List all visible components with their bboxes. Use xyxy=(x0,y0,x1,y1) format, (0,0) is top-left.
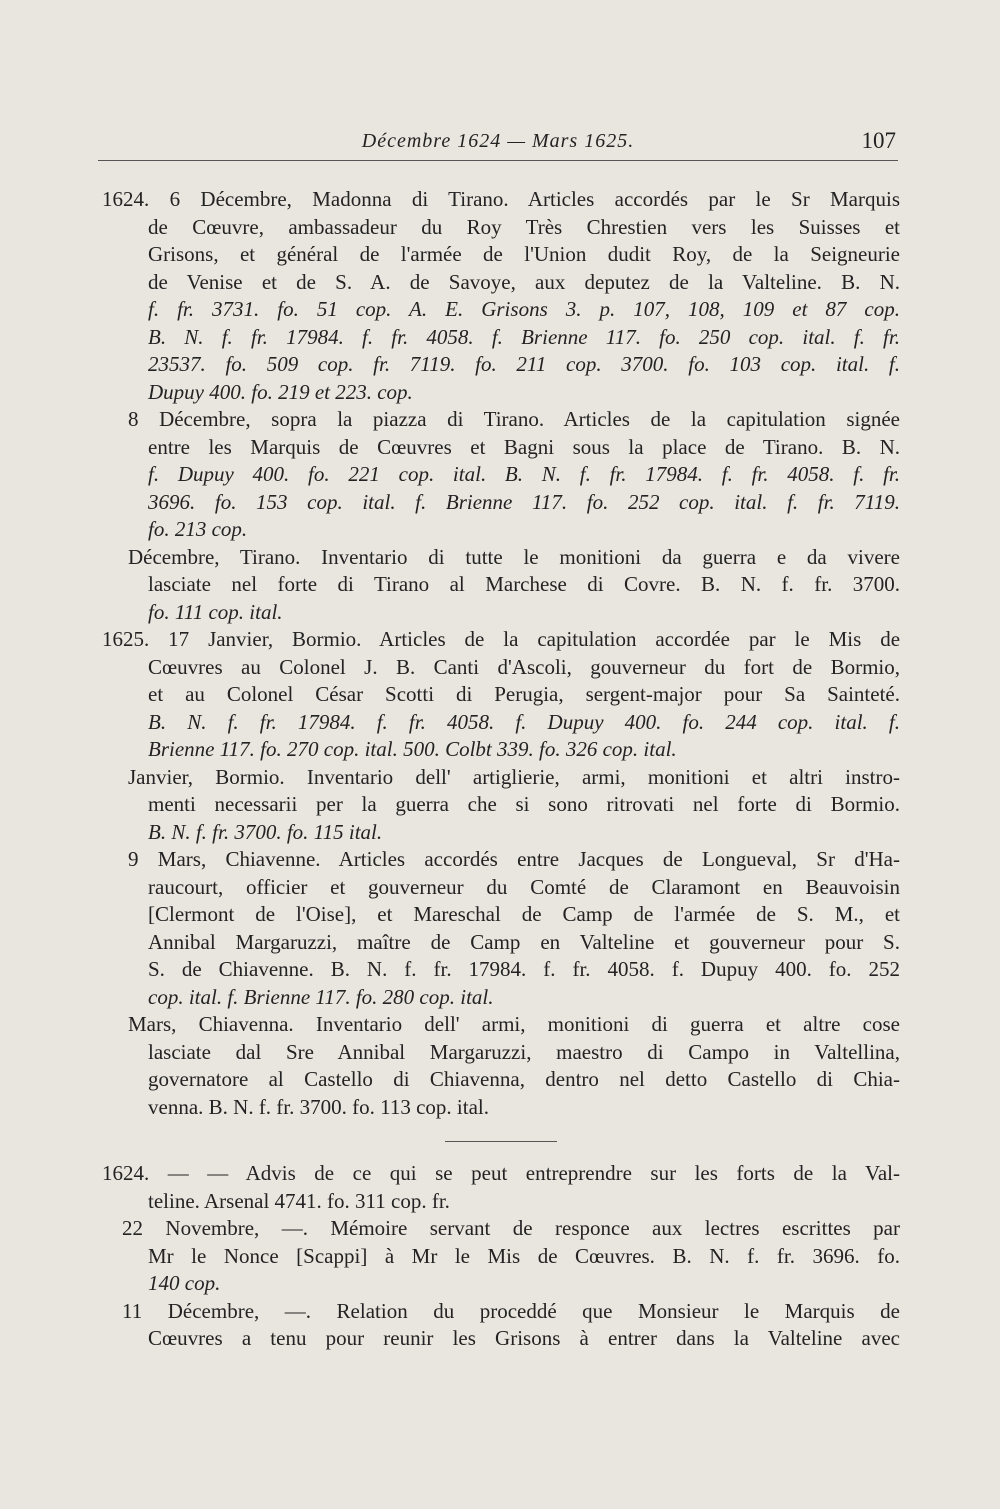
entry-line: Décembre, Tirano. Inventario di tutte le monitioni da guerra e da vivere xyxy=(128,544,900,569)
entry-list xyxy=(102,186,900,1353)
citation-line: B. N. f. fr. 3700. fo. 115 ital. xyxy=(148,819,383,844)
entry-line: Cœuvres au Colonel J. B. Canti d'Ascoli, gouverneur du fort de Bormio, xyxy=(148,654,900,679)
citation-line: 3696. fo. 153 cop. ital. f. Brienne 117. fo. 252 cop. ital. f. fr. 7119. xyxy=(148,489,900,514)
calendar-entry xyxy=(102,626,900,764)
entry-date: 1624. — xyxy=(102,1161,189,1185)
entry-line: et au Colonel César Scotti di Perugia, sergent-major pour Sa Sainteté. xyxy=(148,682,900,706)
entry-line: Mars, Chiavenna. Inventario dell' armi, monitioni di guerra et altre cose xyxy=(128,1012,900,1036)
calendar-entry xyxy=(102,1011,900,1121)
entry-date: 11 xyxy=(122,1298,143,1323)
running-title: Décembre 1624 — Mars 1625. xyxy=(361,130,635,152)
entry-line: Annibal Margaruzzi, maître de Camp en Valteline et gouverneur pour S. xyxy=(148,929,900,954)
entry-line: teline. Arsenal 4741. fo. 311 cop. fr. xyxy=(148,1188,450,1213)
entry-line: 9 Mars, Chiavenne. Articles accordés entre Jacques de Longueval, Sr d'Ha- xyxy=(128,847,901,871)
entry-line: 22 Novembre, —. Mémoire servant de responce aux lectres escrittes par xyxy=(122,1216,900,1240)
running-head xyxy=(98,128,898,161)
citation-line: cop. ital. f. Brienne 117. fo. 280 cop. ital. xyxy=(148,984,494,1009)
entry-line: 1625. 17 Janvier, Bormio. Articles de la capitulation accordée par le Mis de xyxy=(102,627,901,651)
entry-line: menti necessarii per la guerra che si sono ritrovati nel forte di Bormio. xyxy=(148,792,900,816)
entry-line: 1624. — — Advis de ce qui se peut entreprendre sur les forts de la Val- xyxy=(102,1161,901,1185)
citation-line: Brienne 117. fo. 270 cop. ital. 500. Colbt 339. fo. 326 cop. ital. xyxy=(148,737,677,761)
entry-line: de Cœuvre, ambassadeur du Roy Très Chrestien vers les Suisses et xyxy=(148,214,900,239)
citation-line: fo. 213 cop. xyxy=(148,517,248,541)
entry-line: de Venise et de S. A. de Savoye, aux deputez de la Valteline. B. N. xyxy=(148,269,900,294)
calendar-entry xyxy=(102,1298,900,1353)
citation-line: Dupuy 400. fo. 219 et 223. cop. xyxy=(148,379,413,404)
calendar-entry xyxy=(102,764,900,847)
entry-line: [Clermont de l'Oise], et Mareschal de Camp de l'armée de S. M., et xyxy=(148,902,900,926)
entry-date: 8 xyxy=(128,407,139,431)
calendar-entry xyxy=(102,406,900,544)
citation-line: 23537. fo. 509 cop. fr. 7119. fo. 211 cop. 3700. fo. 103 cop. ital. f. xyxy=(148,352,900,376)
entry-line: lasciate nel forte di Tirano al Marchese di Covre. B. N. f. fr. 3700. xyxy=(148,572,900,596)
entry-line: Mr le Nonce [Scappi] à Mr le Mis de Cœuvres. B. N. f. fr. 3696. fo. xyxy=(148,1243,900,1268)
entry-line: 8 Décembre, sopra la piazza di Tirano. Articles de la capitulation signée xyxy=(128,407,900,431)
entry-line: governatore al Castello di Chiavenna, dentro nel detto Castello di Chia- xyxy=(148,1067,900,1091)
entry-line: entre les Marquis de Cœuvres et Bagni sous la place de Tirano. B. N. xyxy=(148,434,900,459)
entry-date: 1625. 17 xyxy=(102,627,190,651)
calendar-entry xyxy=(102,846,900,1011)
citation-line: B. N. f. fr. 17984. f. fr. 4058. f. Dupuy 400. fo. 244 cop. ital. f. xyxy=(148,709,900,734)
entry-line: 11 Décembre, —. Relation du proceddé que Monsieur le Marquis de xyxy=(122,1298,901,1323)
entry-line: S. de Chiavenne. B. N. f. fr. 17984. f. fr. 4058. f. Dupuy 400. fo. 252 xyxy=(148,957,900,981)
entry-line: Janvier, Bormio. Inventario dell' artiglierie, armi, monitioni et altri instro- xyxy=(128,764,900,789)
entry-date: 9 xyxy=(128,847,139,871)
calendar-entry xyxy=(102,186,900,406)
entry-line: raucourt, officier et gouverneur du Comté de Claramont en Beauvoisin xyxy=(148,874,900,899)
entry-line: lasciate dal Sre Annibal Margaruzzi, maestro di Campo in Valtellina, xyxy=(148,1039,900,1064)
citation-line: f. Dupuy 400. fo. 221 cop. ital. B. N. f. fr. 17984. f. fr. 4058. f. fr. xyxy=(148,462,900,486)
calendar-entry xyxy=(102,1160,900,1215)
page-number: 107 xyxy=(861,128,896,153)
citation-line: 140 cop. xyxy=(148,1271,221,1295)
entry-line: 1624. 6 Décembre, Madonna di Tirano. Articles accordés par le Sr Marquis xyxy=(102,187,901,211)
calendar-entry xyxy=(102,544,900,627)
entry-line: Grisons, et général de l'armée de l'Union dudit Roy, de la Seigneurie xyxy=(148,242,900,266)
citation-line: f. fr. 3731. fo. 51 cop. A. E. Grisons 3. p. 107, 108, 109 et 87 cop. xyxy=(148,297,900,321)
entry-line: venna. B. N. f. fr. 3700. fo. 113 cop. ital. xyxy=(148,1094,489,1119)
calendar-entry xyxy=(102,1215,900,1298)
citation-line: B. N. f. fr. 17984. f. fr. 4058. f. Brienne 117. fo. 250 cop. ital. f. fr. xyxy=(148,324,900,349)
entry-line: Cœuvres a tenu pour reunir les Grisons à entrer dans la Valteline avec xyxy=(148,1326,900,1350)
entry-date: 22 xyxy=(122,1216,143,1240)
entry-date: 1624. 6 xyxy=(102,187,181,211)
citation-line: fo. 111 cop. ital. xyxy=(148,599,283,624)
section-divider xyxy=(445,1141,557,1142)
